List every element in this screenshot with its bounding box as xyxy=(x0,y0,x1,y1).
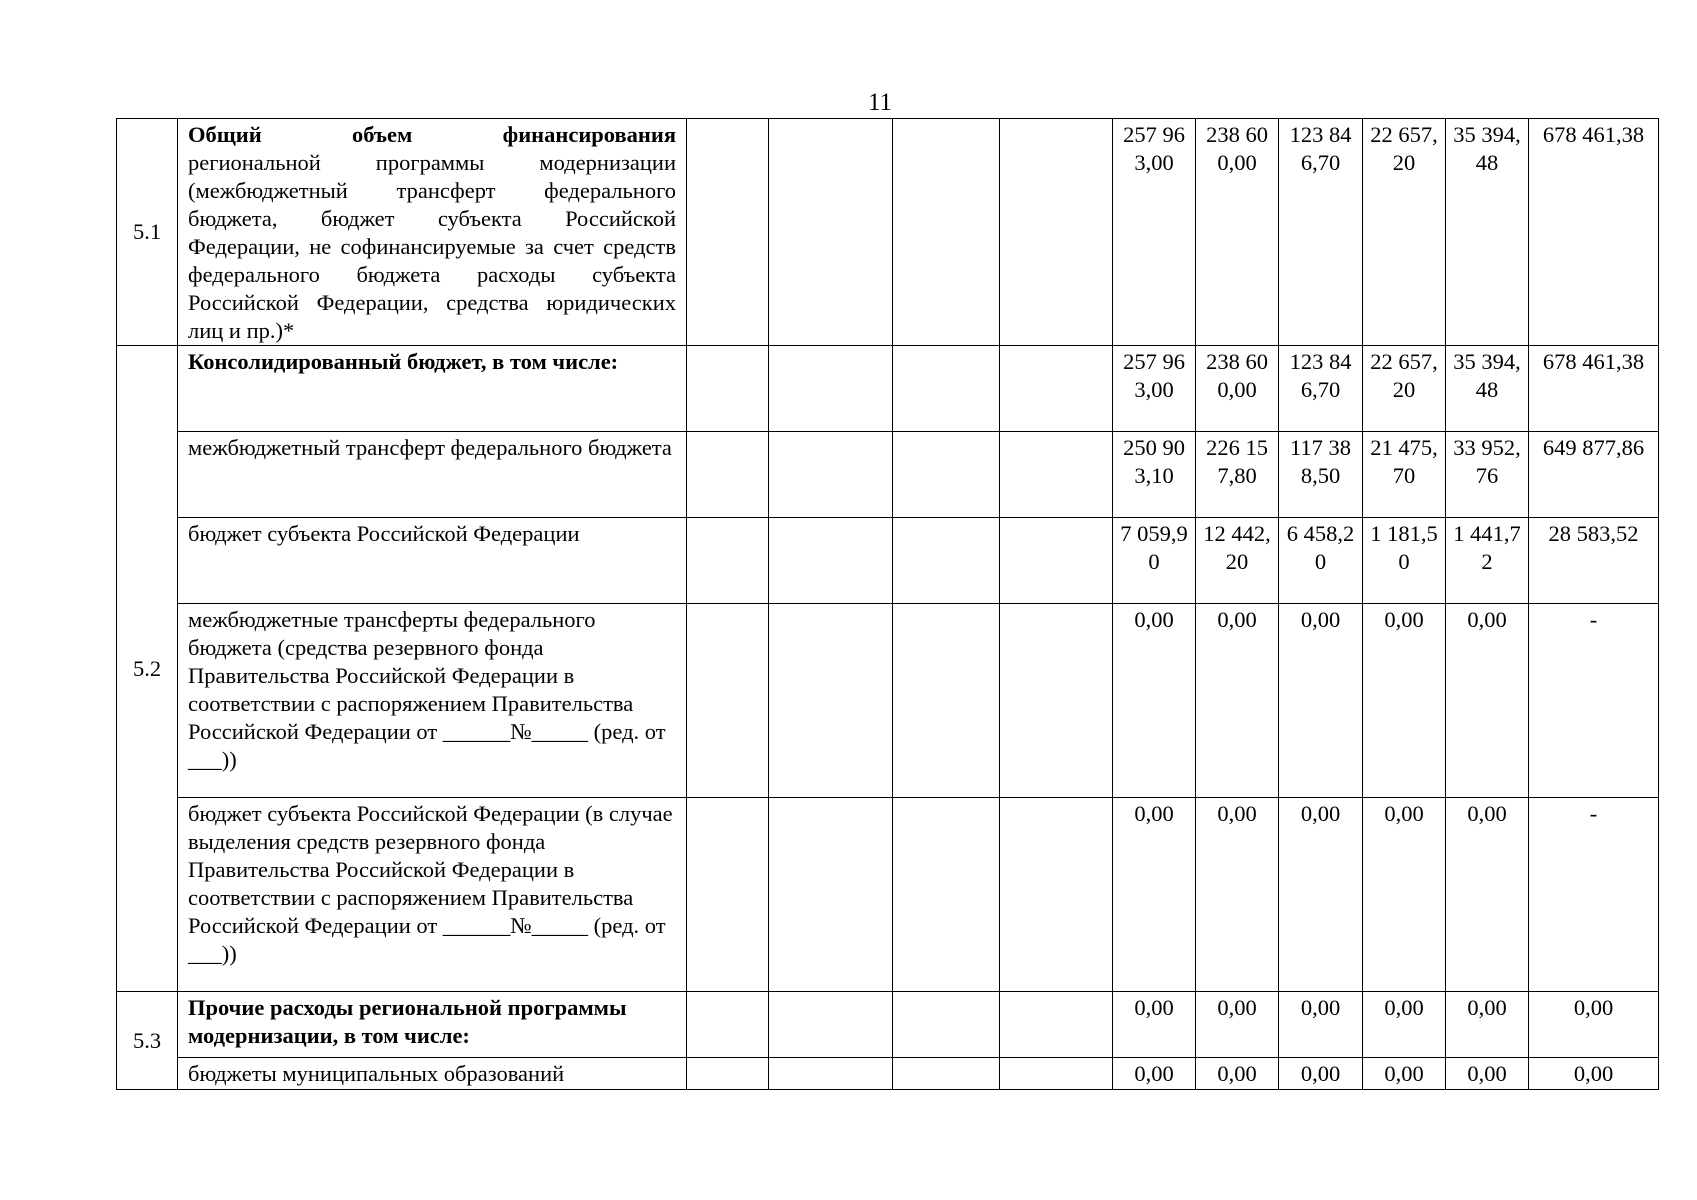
empty-cell xyxy=(769,432,893,518)
value-cell: 0,00 xyxy=(1446,992,1529,1058)
row-description-bold: Общий объем финансирования xyxy=(188,122,676,147)
total-cell: 0,00 xyxy=(1529,992,1659,1058)
value-cell: 0,00 xyxy=(1196,1058,1279,1090)
row-description: бюджет субъекта Российской Федерации (в случае выделения средств резервного фонда Правительства Российской Федерации в соответствии с распоряжением Правительства Российской Федерации от ______№_____ (ред. от ___)) xyxy=(178,798,687,992)
table-row-5-1 xyxy=(117,119,1659,346)
value-cell: 0,00 xyxy=(1446,604,1529,798)
value-cell: 0,00 xyxy=(1363,798,1446,992)
empty-cell xyxy=(769,119,893,346)
empty-cell xyxy=(893,1058,1000,1090)
empty-cell xyxy=(1000,604,1113,798)
empty-cell xyxy=(893,346,1000,432)
empty-cell xyxy=(893,432,1000,518)
total-cell: 28 583,52 xyxy=(1529,518,1659,604)
total-cell: 678 461,38 xyxy=(1529,346,1659,432)
empty-cell xyxy=(893,992,1000,1058)
value-cell: 0,00 xyxy=(1363,992,1446,1058)
financing-table xyxy=(116,118,1659,1090)
empty-cell xyxy=(1000,1058,1113,1090)
value-cell: 0,00 xyxy=(1363,1058,1446,1090)
value-cell: 21 475,70 xyxy=(1363,432,1446,518)
value-cell: 35 394,48 xyxy=(1446,119,1529,346)
value-cell: 35 394,48 xyxy=(1446,346,1529,432)
empty-cell xyxy=(769,1058,893,1090)
empty-cell xyxy=(769,346,893,432)
value-cell: 257 963,00 xyxy=(1113,346,1196,432)
value-cell: 22 657,20 xyxy=(1363,346,1446,432)
empty-cell xyxy=(769,604,893,798)
value-cell: 0,00 xyxy=(1279,604,1363,798)
row-number: 5.2 xyxy=(117,346,178,992)
empty-cell xyxy=(1000,432,1113,518)
empty-cell xyxy=(687,992,769,1058)
value-cell: 238 600,00 xyxy=(1196,119,1279,346)
row-number: 5.3 xyxy=(117,992,178,1090)
table-row-5-2-reserve-subject-budget xyxy=(117,798,1659,992)
row-description xyxy=(178,119,687,346)
empty-cell xyxy=(893,518,1000,604)
row-number: 5.1 xyxy=(117,119,178,346)
value-cell: 22 657,20 xyxy=(1363,119,1446,346)
empty-cell xyxy=(1000,992,1113,1058)
value-cell: 0,00 xyxy=(1196,798,1279,992)
value-cell: 6 458,20 xyxy=(1279,518,1363,604)
value-cell: 1 181,50 xyxy=(1363,518,1446,604)
empty-cell xyxy=(769,992,893,1058)
value-cell: 7 059,90 xyxy=(1113,518,1196,604)
value-cell: 0,00 xyxy=(1279,1058,1363,1090)
total-cell: 649 877,86 xyxy=(1529,432,1659,518)
row-description: Консолидированный бюджет, в том числе: xyxy=(178,346,687,432)
row-description: бюджет субъекта Российской Федерации xyxy=(178,518,687,604)
value-cell: 123 846,70 xyxy=(1279,346,1363,432)
value-cell: 0,00 xyxy=(1279,992,1363,1058)
value-cell: 0,00 xyxy=(1196,604,1279,798)
total-cell: 678 461,38 xyxy=(1529,119,1659,346)
value-cell: 12 442,20 xyxy=(1196,518,1279,604)
empty-cell xyxy=(687,798,769,992)
empty-cell xyxy=(769,518,893,604)
value-cell: 0,00 xyxy=(1279,798,1363,992)
empty-cell xyxy=(893,798,1000,992)
empty-cell xyxy=(893,119,1000,346)
value-cell: 0,00 xyxy=(1446,1058,1529,1090)
value-cell: 0,00 xyxy=(1113,604,1196,798)
table-row-5-2-federal-transfer xyxy=(117,432,1659,518)
table-row-5-2-consolidated xyxy=(117,346,1659,432)
empty-cell xyxy=(1000,119,1113,346)
value-cell: 1 441,72 xyxy=(1446,518,1529,604)
total-cell: - xyxy=(1529,798,1659,992)
empty-cell xyxy=(687,604,769,798)
empty-cell xyxy=(1000,518,1113,604)
empty-cell xyxy=(769,798,893,992)
empty-cell xyxy=(1000,346,1113,432)
total-cell: 0,00 xyxy=(1529,1058,1659,1090)
row-description: бюджеты муниципальных образований xyxy=(178,1058,687,1090)
value-cell: 0,00 xyxy=(1113,992,1196,1058)
row-description: межбюджетные трансферты федерального бюджета (средства резервного фонда Правительства Российской Федерации в соответствии с распоряжением Правительства Российской Федерации от ______№_____ (ред. от ___)) xyxy=(178,604,687,798)
value-cell: 238 600,00 xyxy=(1196,346,1279,432)
page-number: 11 xyxy=(867,89,893,116)
empty-cell xyxy=(687,432,769,518)
value-cell: 226 157,80 xyxy=(1196,432,1279,518)
table-row-5-2-reserve-transfers xyxy=(117,604,1659,798)
empty-cell xyxy=(687,1058,769,1090)
row-description-rest: региональной программы модернизации (межбюджетный трансферт федерального бюджета, бюджет субъекта Российской Федерации, не софинансируемые за счет средств федерального бюджета расходы субъекта Российской Федерации, средства юридических лиц и пр.)* xyxy=(188,150,676,343)
value-cell: 123 846,70 xyxy=(1279,119,1363,346)
value-cell: 0,00 xyxy=(1446,798,1529,992)
total-cell: - xyxy=(1529,604,1659,798)
empty-cell xyxy=(687,518,769,604)
value-cell: 250 903,10 xyxy=(1113,432,1196,518)
value-cell: 0,00 xyxy=(1363,604,1446,798)
row-description: Прочие расходы региональной программы модернизации, в том числе: xyxy=(178,992,687,1058)
table-row-5-3-other-expenses xyxy=(117,992,1659,1058)
value-cell: 33 952,76 xyxy=(1446,432,1529,518)
value-cell: 0,00 xyxy=(1196,992,1279,1058)
empty-cell xyxy=(1000,798,1113,992)
empty-cell xyxy=(687,119,769,346)
empty-cell xyxy=(893,604,1000,798)
empty-cell xyxy=(687,346,769,432)
table-row-5-2-subject-budget xyxy=(117,518,1659,604)
value-cell: 0,00 xyxy=(1113,1058,1196,1090)
value-cell: 0,00 xyxy=(1113,798,1196,992)
table-row-5-3-municipal-budgets xyxy=(117,1058,1659,1090)
row-description: межбюджетный трансферт федерального бюджета xyxy=(178,432,687,518)
value-cell: 257 963,00 xyxy=(1113,119,1196,346)
value-cell: 117 388,50 xyxy=(1279,432,1363,518)
